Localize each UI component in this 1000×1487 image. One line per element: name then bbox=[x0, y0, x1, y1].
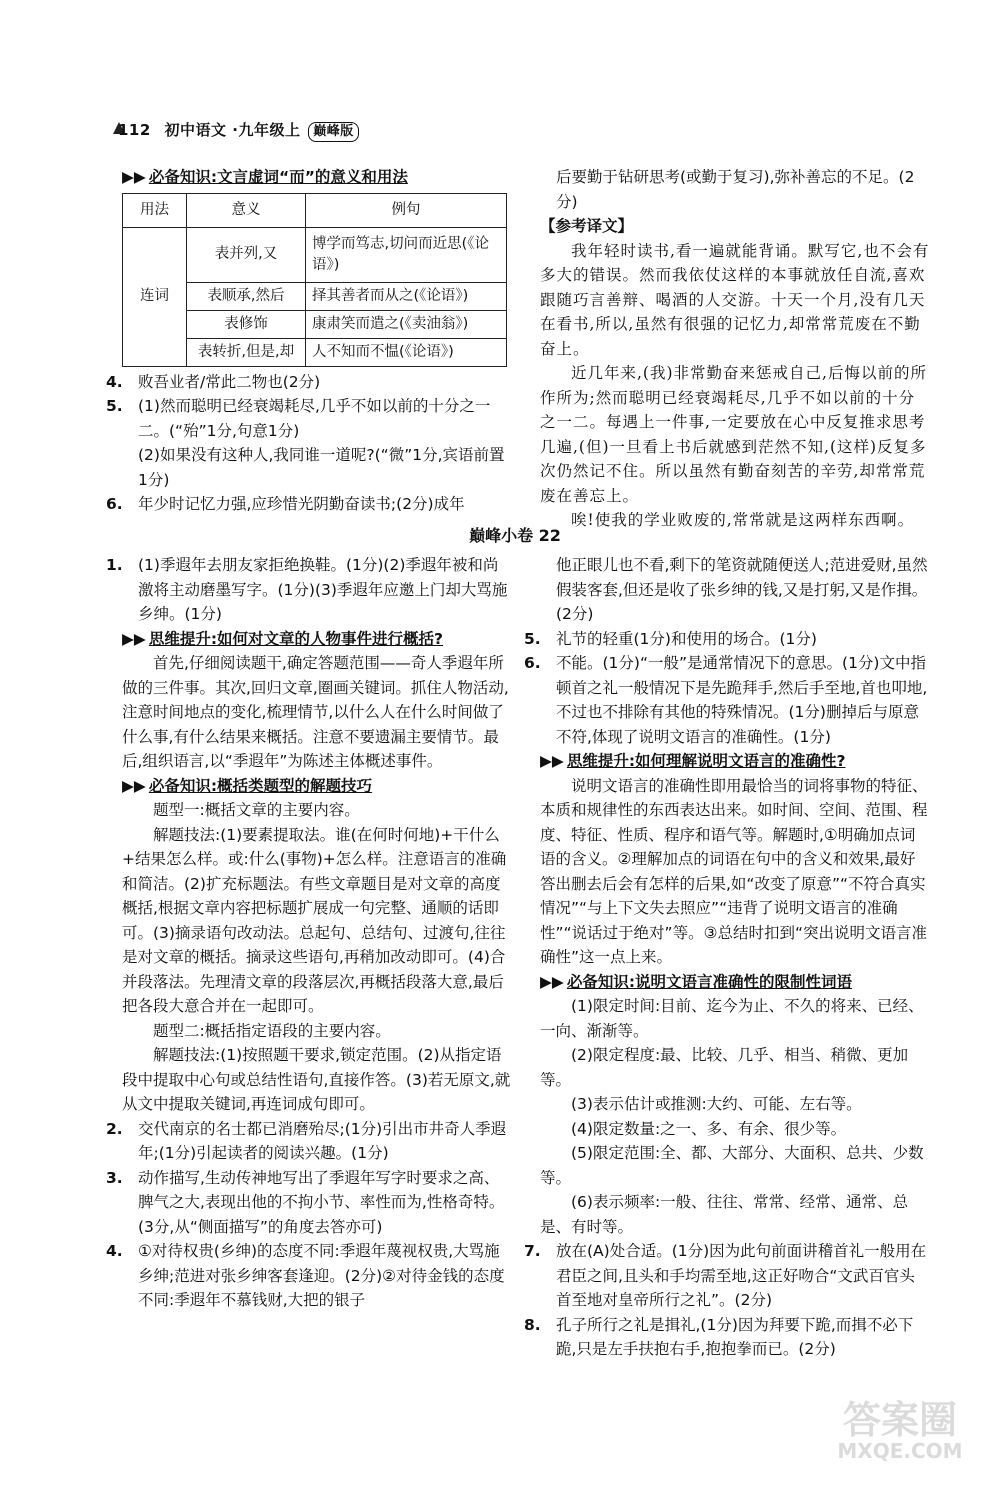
tip-text: 首先,仔细阅读题干,确定答题范围——奇人季遐年所做的三件事。其次,回归文章,圈画关键词。抓住人物活动,注意时间地点的变化,梳理情节,以什么人在什么时间做了什么事,有什么结果来概括。注意不要遗漏主要情节。最后,组织语言,以“季遐年”为陈述主体概述事件。 bbox=[122, 654, 509, 770]
answer-2: 2. 交代南京的名士都已消磨殆尽;(1分)引出市井奇人季遐年;(1分)引起读者的阅读兴趣。(1分) bbox=[106, 1119, 507, 1162]
answer-7: 7. 放在(A)处合适。(1分)因为此句前面讲稽首礼一般用在君臣之间,且头和手均需至地,这正好吻合“文武百官头首至地对皇帝所行之礼”。(2分) bbox=[524, 1242, 927, 1309]
tip-heading: ▶▶ 必备知识:概括类题型的解题技巧 bbox=[122, 774, 512, 799]
table-header-cell: 意义 bbox=[187, 193, 306, 227]
double-arrow-icon: ▶▶ bbox=[122, 776, 146, 795]
left-top-column bbox=[106, 165, 512, 517]
right-bottom-column bbox=[524, 553, 930, 1362]
answer-6: 6. 不能。(1分)“一般”是通常情况下的意思。(1分)文中指顿首之礼一般情况下是先跪拜手,然后手至地,首也叩地,不过也不排除有其他的特殊情况。(1分)删掉后与原意不符,体现了说明文语言的准确性。(1分) bbox=[524, 654, 928, 746]
right-top-column bbox=[540, 165, 930, 533]
example-cell: 康肃笑而遣之(《卖油翁》) bbox=[306, 310, 507, 338]
double-arrow-icon: ▶▶ bbox=[540, 752, 564, 770]
left-bottom-column bbox=[106, 553, 512, 1313]
site-watermark: 答案圈 MXQE.COM bbox=[837, 1398, 963, 1463]
limit-item: (3)表示估计或推测:大约、可能、左右等。 bbox=[571, 1095, 862, 1113]
table-header-row bbox=[123, 193, 507, 227]
meaning-cell: 表转折,但是,却 bbox=[187, 338, 306, 366]
book-series: ·九年级上 bbox=[232, 121, 301, 139]
limit-item: (5)限定范围:全、都、大部分、大面积、总共、少数等。 bbox=[540, 1144, 924, 1187]
tip-heading: ▶▶ 思维提升:如何理解说明文语言的准确性? bbox=[540, 749, 930, 774]
table-row bbox=[123, 227, 507, 282]
example-cell: 博学而笃志,切问而近思(《论语》) bbox=[306, 227, 507, 282]
tip-text: 说明文语言的准确性即用最恰当的词将事物的特征、本质和规律性的东西表达出来。如时间、空间、范围、程度、特征、性质、程序和语气等。解题时,①明确加点词语的含义。②理解加点的词语在句中的含义和效果,最好答出删去后会有怎样的后果,如“改变了原意”“不符合真实情况”“与上下文失去照应”“违背了说明文语言的准确性”“说话过于绝对”等。③总结时扣到“突出说明文语言准确性”这一点上来。 bbox=[540, 776, 928, 966]
table-header-cell: 例句 bbox=[306, 193, 507, 227]
answer-1: 1. (1)季遐年去朋友家拒绝换鞋。(1分)(2)季遐年被和尚激将主动磨墨写字。(1分)(3)季遐年应邀上门却大骂施乡绅。(1分) bbox=[106, 556, 508, 623]
reference-translation-label: 【参考译文】 bbox=[540, 217, 634, 235]
type-heading: 题型二:概括指定语段的主要内容。 bbox=[153, 1021, 391, 1040]
double-arrow-icon: ▶▶ bbox=[122, 168, 146, 186]
meaning-cell: 表顺承,然后 bbox=[187, 282, 306, 310]
answer-3: 3. 动作描写,生动传神地写出了季遐年写字时要求之高、脾气之大,表现出他的不拘小节、率性而为,性格奇特。(3分,从“侧面描写”的角度去答亦可) bbox=[106, 1168, 505, 1236]
answer-4-continued: 他正眼儿也不看,剩下的笔资就随便送人;范进爱财,虽然假装客套,但还是收了张乡绅的钱,又是打躬,又是作揖。(2分) bbox=[556, 556, 928, 623]
limit-item: (6)表示频率:一般、往往、常常、经常、通常、总是、有时等。 bbox=[540, 1193, 909, 1236]
double-arrow-icon: ▶▶ bbox=[122, 629, 146, 648]
answer-5-2: (2)如果没有这种人,我同谁一道呢?(“微”1分,宾语前置1分) bbox=[138, 446, 505, 489]
translation-paragraph: 近几年来,(我)非常勤奋来惩戒自己,后悔以前的所作所为;然而聪明已经衰竭耗尽,几乎不如以前的十分之一二。每遇上一件事,一定要放在心中反复推求思考几遍,(但)一旦看上书后就感到茫然不知,(这样)反复多次仍然记不住。所以虽然有勤奋刻苦的辛劳,却常常荒废在善忘上。 bbox=[540, 364, 927, 505]
limit-item: (1)限定时间:目前、迄今为止、不久的将来、已经、一向、渐渐等。 bbox=[540, 997, 924, 1040]
meaning-cell: 表并列,又 bbox=[187, 227, 306, 282]
answer-6: 6. 年少时记忆力强,应珍惜光阴勤奋读书;(2分)成年 bbox=[106, 495, 465, 513]
section-title: 巅峰小卷 22 bbox=[469, 526, 561, 545]
table-header-cell: 用法 bbox=[123, 193, 187, 227]
meaning-cell: 表修饰 bbox=[187, 310, 306, 338]
page-header bbox=[118, 118, 359, 143]
usage-table bbox=[122, 193, 507, 367]
answer-4: 4. 败吾业者/常此二物也(2分) bbox=[106, 372, 321, 391]
book-title: 初中语文 bbox=[164, 121, 227, 139]
answer-4: 4. ①对待权贵(乡绅)的态度不同:季遐年蔑视权贵,大骂施乡绅;范进对张乡绅客套逢迎。(2分)②对待金钱的态度不同:季遐年不慕钱财,大把的银子 bbox=[106, 1242, 505, 1309]
limit-item: (2)限定程度:最、比较、几乎、相当、稍微、更加等。 bbox=[540, 1046, 909, 1089]
type-heading: 题型一:概括文章的主要内容。 bbox=[153, 801, 360, 819]
answer-8: 8. 孔子所行之礼是揖礼,(1分)因为拜要下跪,而揖不必下跪,只是左手扶抱右手,抱抱拳而已。(2分) bbox=[524, 1315, 914, 1358]
double-arrow-icon: ▶▶ bbox=[540, 972, 564, 991]
answer-5: 5. 礼节的轻重(1分)和使用的场合。(1分) bbox=[524, 629, 817, 648]
edition-badge: 巅峰版 bbox=[308, 122, 359, 142]
translation-paragraph: 我年轻时读书,看一遍就能背诵。默写它,也不会有多大的错误。然而我依仗这样的本事就放任自流,喜欢跟随巧言善辩、喝酒的人交游。十天一个月,没有几天在看书,所以,虽然有很强的记忆力,却常常荒废在不勤奋上。 bbox=[540, 241, 930, 358]
page-number: 112 bbox=[118, 121, 151, 139]
tip-heading: ▶▶ 必备知识:说明文语言准确性的限制性词语 bbox=[540, 970, 930, 995]
answer-5-1: 5. (1)然而聪明已经衰竭耗尽,几乎不如以前的十分之一二。(“殆”1分,句意1分) bbox=[106, 397, 491, 440]
type-text: 解题技法:(1)按照题干要求,锁定范围。(2)从指定语段中提取中心句或总结性语句,直接作答。(3)若无原文,就从文中提取关键词,再连词成句即可。 bbox=[122, 1046, 511, 1113]
translation-paragraph: 唉!使我的学业败废的,常常就是这两样东西啊。 bbox=[571, 511, 915, 529]
example-cell: 人不知而不愠(《论语》) bbox=[306, 338, 507, 366]
limit-item: (4)限定数量:之一、多、有余、很少等。 bbox=[571, 1119, 847, 1138]
example-cell: 择其善者而从之(《论语》) bbox=[306, 282, 507, 310]
tip-heading: ▶▶ 思维提升:如何对文章的人物事件进行概括? bbox=[122, 627, 512, 652]
answer-6-continued: 后要勤于钻研思考(或勤于复习),弥补善忘的不足。(2分) bbox=[556, 168, 915, 211]
category-cell: 连词 bbox=[123, 227, 187, 366]
tip-heading: ▶▶ 必备知识:文言虚词“而”的意义和用法 bbox=[122, 165, 512, 190]
type-text: 解题技法:(1)要素提取法。谁(在何时何地)+干什么+结果怎么样。或:什么(事物)+怎么样。注意语言的准确和简洁。(2)扩充标题法。有些文章题目是对文章的高度概括,根据文章内容把标题扩展成一句完整、通顺的话即可。(3)摘录语句改动法。总起句、总结句、过渡句,往往是对文章的概括。摘录这些语句,再稍加改动即可。(4)合并段落法。先理清文章的段落层次,再概括段落大意,最后把各段大意合并在一起即可。 bbox=[122, 825, 507, 1015]
